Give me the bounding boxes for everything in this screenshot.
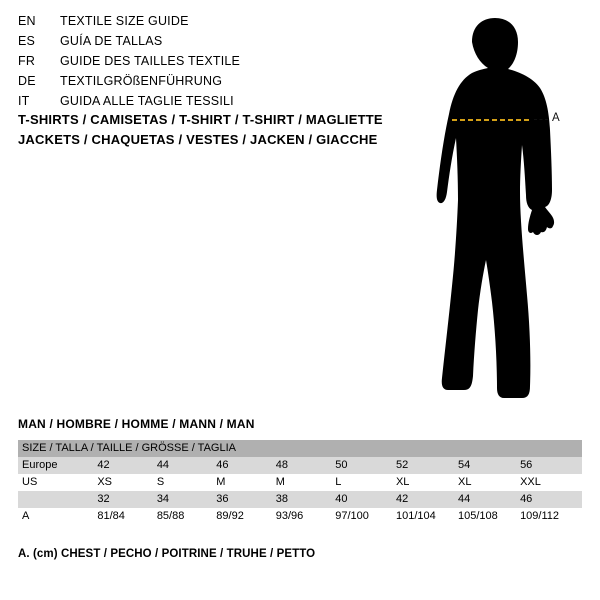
- category-line-jackets: JACKETS / CHAQUETAS / VESTES / JACKEN / GIACCHE: [18, 132, 378, 147]
- measure-leader-line: [534, 119, 548, 120]
- table-cell: 56: [520, 457, 582, 474]
- table-cell: 46: [216, 457, 275, 474]
- body-figure: [400, 10, 600, 410]
- table-cell: XL: [396, 474, 458, 491]
- language-text: TEXTILGRÖßENFÜHRUNG: [60, 74, 223, 88]
- table-cell: 48: [276, 457, 335, 474]
- table-cell: 40: [335, 491, 396, 508]
- table-cell: 109/112: [520, 508, 582, 525]
- row-label: [18, 491, 97, 508]
- table-cell: XL: [458, 474, 520, 491]
- language-row: [18, 14, 418, 34]
- language-text: GUIDE DES TAILLES TEXTILE: [60, 54, 241, 68]
- measure-label-a: A: [552, 112, 560, 124]
- gender-header: MAN / HOMBRE / HOMME / MANN / MAN: [18, 417, 255, 431]
- language-list: [18, 14, 418, 114]
- footer-note: A. (cm) CHEST / PECHO / POITRINE / TRUHE / PETTO: [18, 548, 316, 560]
- language-text: GUIDA ALLE TAGLIE TESSILI: [60, 94, 234, 108]
- table-row: [18, 508, 582, 525]
- table-cell: 93/96: [276, 508, 335, 525]
- language-row: [18, 34, 418, 54]
- table-cell: 85/88: [157, 508, 216, 525]
- language-code: EN: [18, 14, 36, 28]
- language-text: TEXTILE SIZE GUIDE: [60, 14, 189, 28]
- language-code: ES: [18, 34, 36, 48]
- table-row: [18, 474, 582, 491]
- category-list: [18, 110, 438, 150]
- category-line-tshirts: T-SHIRTS / CAMISETAS / T-SHIRT / T-SHIRT / MAGLIETTE: [18, 112, 383, 127]
- table-cell: 36: [216, 491, 275, 508]
- table-cell: 54: [458, 457, 520, 474]
- table-row: [18, 491, 582, 508]
- table-cell: L: [335, 474, 396, 491]
- language-code: FR: [18, 54, 36, 68]
- table-cell: 101/104: [396, 508, 458, 525]
- language-row: [18, 74, 418, 94]
- table-cell: 97/100: [335, 508, 396, 525]
- table-cell: M: [276, 474, 335, 491]
- language-text: GUÍA DE TALLAS: [60, 34, 163, 48]
- table-cell: 44: [458, 491, 520, 508]
- table-cell: 52: [396, 457, 458, 474]
- row-label: US: [18, 474, 97, 491]
- row-label: Europe: [18, 457, 97, 474]
- male-body-silhouette-icon: [400, 10, 600, 410]
- table-cell: 42: [97, 457, 156, 474]
- table-cell: XS: [97, 474, 156, 491]
- table-cell: XXL: [520, 474, 582, 491]
- table-cell: 50: [335, 457, 396, 474]
- table-cell: 38: [276, 491, 335, 508]
- language-code: DE: [18, 74, 36, 88]
- table-cell: 89/92: [216, 508, 275, 525]
- table-cell: 44: [157, 457, 216, 474]
- table-cell: 81/84: [97, 508, 156, 525]
- table-row: [18, 457, 582, 474]
- table-cell: M: [216, 474, 275, 491]
- table-cell: 34: [157, 491, 216, 508]
- table-header-label: SIZE / TALLA / TAILLE / GRÖSSE / TAGLIA: [18, 440, 582, 457]
- size-table: [18, 440, 582, 525]
- language-row: [18, 54, 418, 74]
- table-cell: 42: [396, 491, 458, 508]
- table-cell: 32: [97, 491, 156, 508]
- table-cell: S: [157, 474, 216, 491]
- table-cell: 46: [520, 491, 582, 508]
- table-cell: 105/108: [458, 508, 520, 525]
- row-label: A: [18, 508, 97, 525]
- table-header-row: [18, 440, 582, 457]
- language-code: IT: [18, 94, 30, 108]
